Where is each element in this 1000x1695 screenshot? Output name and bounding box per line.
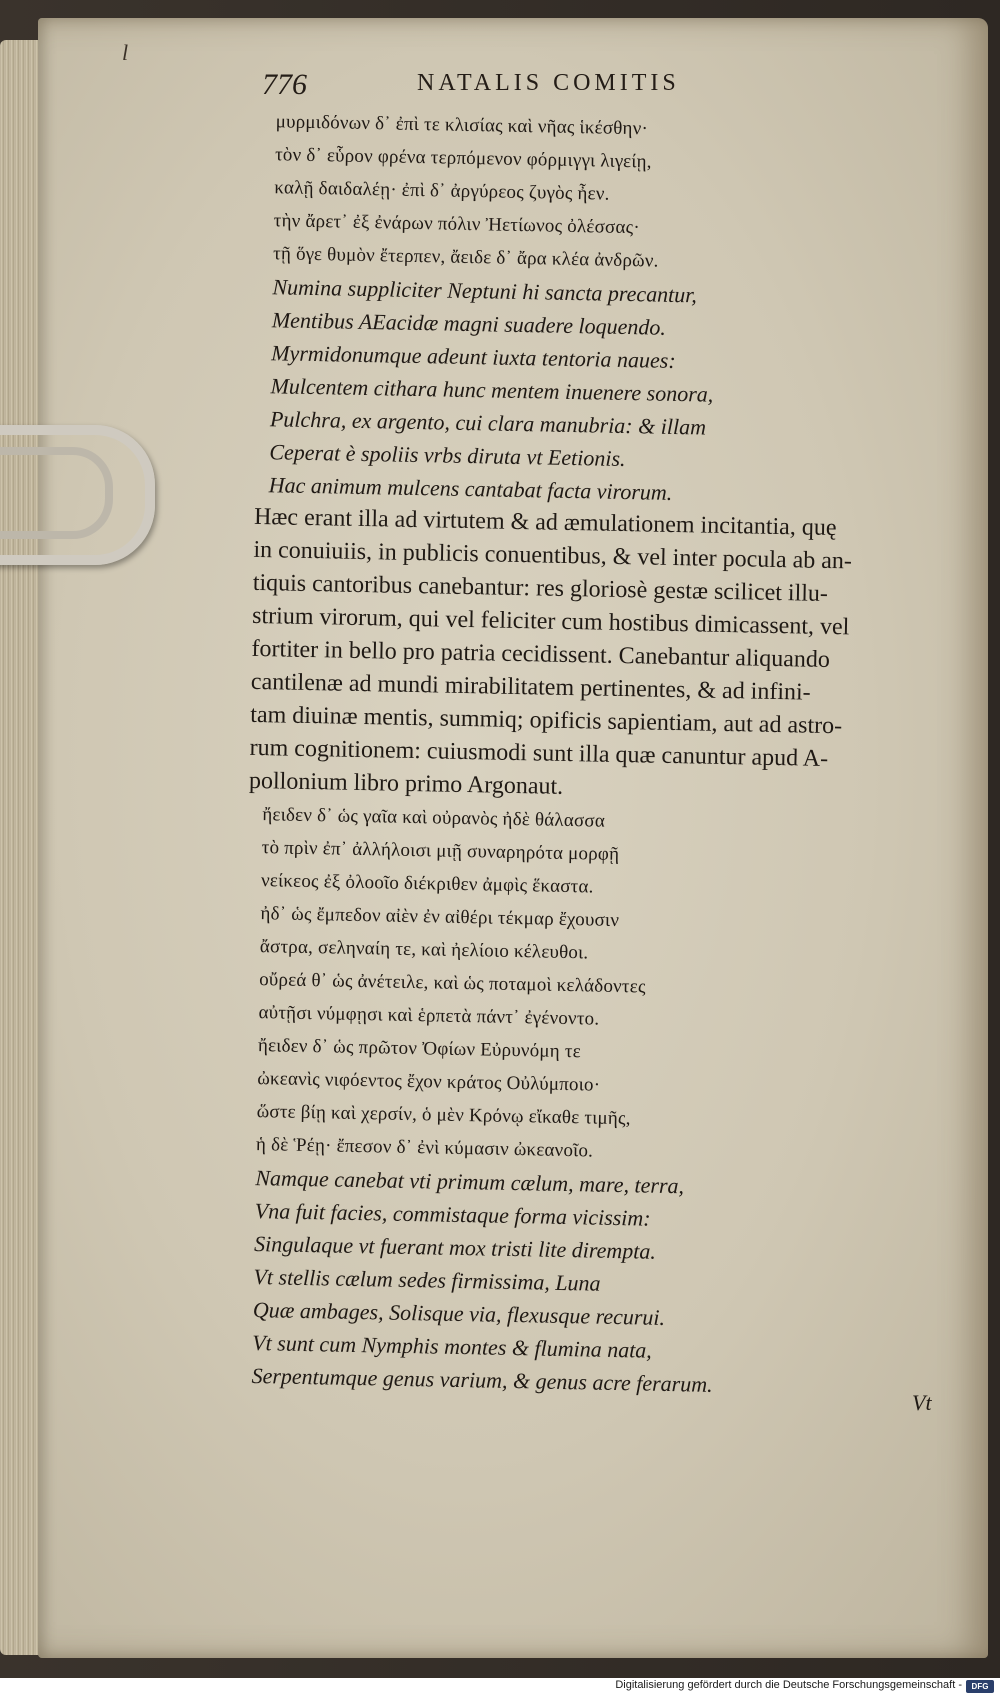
greek-verse-line: ὥστε βίῃ καὶ χερσίν, ὁ μὲν Κρόνῳ εἴκαθε τιμῆς, xyxy=(256,1101,631,1130)
footer-bar xyxy=(0,1678,1000,1695)
margin-mark: l xyxy=(122,40,129,65)
latin-verse-line: Serpentumque genus varium, & genus acre ferarum. xyxy=(251,1363,713,1397)
latin-verse-line: Quæ ambages, Solisque via, flexusque recurui. xyxy=(252,1297,666,1330)
prose-line: Hæc erant illa ad virtutem & ad æmulationem incitantia, quę xyxy=(253,503,837,542)
funding-credit: Digitalisierung gefördert durch die Deutsche Forschungsgemeinschaft - xyxy=(615,1679,962,1691)
latin-verse-line: Singulaque vt fuerant mox tristi lite dirempta. xyxy=(253,1231,657,1264)
page-number: 776 xyxy=(262,68,307,101)
latin-verse-line: Vna fuit facies, commistaque forma vicissim: xyxy=(254,1198,651,1231)
page-header xyxy=(262,68,782,108)
greek-verse-line: μυρμιδόνων δ᾽ ἐπὶ τε κλισίας καὶ νῆας ἱκέσθην· xyxy=(275,111,649,140)
prose-line: cantilenæ ad mundi mirabilitatem pertinentes, & ad infini- xyxy=(250,668,811,706)
latin-verse-line: Vt stellis cælum sedes firmissima, Luna xyxy=(253,1264,601,1296)
dfg-logo: DFG xyxy=(966,1680,994,1693)
greek-verse-line: νείκεος ἐξ ὀλοοῖο διέκριθεν ἀμφὶς ἕκαστα. xyxy=(260,870,594,898)
greek-verse-line: ἄστρα, σεληναίη τε, καὶ ἠελίοιο κέλευθοι. xyxy=(259,936,589,964)
prose-line: tiquis cantoribus canebantur: res gloriosè gestæ scilicet illu- xyxy=(252,569,829,607)
latin-verse-line: Numina suppliciter Neptuni hi sancta precantur, xyxy=(272,274,698,308)
prose-line: fortiter in bello pro patria cecidissent. Canebantur aliquando xyxy=(251,635,831,674)
latin-verse-line: Mulcentem cithara hunc mentem inuenere sonora, xyxy=(270,373,714,407)
greek-verse-line: τὴν ἄρετ᾽ ἐξ ἐνάρων πόλιν Ἠετίωνος ὀλέσσας· xyxy=(273,210,641,239)
catchword: Vt xyxy=(912,1390,932,1415)
latin-verse-line: Ceperat è spoliis vrbs diruta vt Eetionis. xyxy=(269,439,626,472)
latin-verse-line: Mentibus AEacidæ magni suadere loquendo. xyxy=(271,307,667,340)
greek-verse-line: καλῇ δαιδαλέῃ· ἐπὶ δ᾽ ἀργύρεος ζυγὸς ἦεν. xyxy=(274,177,610,205)
prose-line: in conuiuiis, in publicis conuentibus, & vel inter pocula ab an- xyxy=(253,536,853,575)
greek-verse-line: ἤειδεν δ᾽ ὡς πρῶτον Ὀφίων Εὐρυνόμη τε xyxy=(257,1035,582,1063)
page-text-body xyxy=(237,105,942,1405)
greek-verse-line: τῇ ὅγε θυμὸν ἔτερπεν, ἄειδε δ᾽ ἄρα κλέα ἀνδρῶν. xyxy=(272,243,659,272)
greek-verse-line: αὐτῇσι νύμφῃσι καὶ ἑρπετὰ πάντ᾽ ἐγένοντο. xyxy=(258,1002,600,1030)
running-title: NATALIS COMITIS xyxy=(417,70,680,96)
latin-verse-line: Vt sunt cum Nymphis montes & flumina nata, xyxy=(252,1330,653,1363)
latin-verse-line: Namque canebat vti primum cælum, mare, terra, xyxy=(255,1165,685,1199)
greek-verse-line: ἠδ᾽ ὡς ἔμπεδον αἰὲν ἐν αἰθέρι τέκμαρ ἔχουσιν xyxy=(260,903,620,932)
paper-clip-inner xyxy=(0,447,113,539)
greek-verse-line: οὔρεά θ᾽ ὡς ἀνέτειλε, καὶ ὡς ποταμοὶ κελάδοντες xyxy=(259,969,646,998)
greek-verse-line: ὠκεανὶς νιφόεντος ἔχον κράτος Οὐλύμποιο· xyxy=(257,1068,601,1096)
greek-verse-line: τὸ πρὶν ἐπ᾽ ἀλλήλοισι μιῇ συναρηρότα μορφῇ xyxy=(261,837,620,865)
latin-verse-line: Myrmidonumque adeunt iuxta tentoria naues: xyxy=(271,340,676,373)
latin-verse-line: Pulchra, ex argento, cui clara manubria: & illam xyxy=(269,406,707,440)
prose-line: rum cognitionem: cuiusmodi sunt illa quæ canuntur apud A- xyxy=(249,734,829,772)
greek-verse-line: τὸν δ᾽ εὗρον φρένα τερπόμενον φόρμιγγι λιγείῃ, xyxy=(274,144,652,173)
prose-line: strium virorum, qui vel feliciter cum hostibus dimicassent, vel xyxy=(251,602,850,641)
greek-verse-line: ἤειδεν δ᾽ ὡς γαῖα καὶ οὐρανὸς ἠδὲ θάλασσα xyxy=(262,804,606,832)
prose-line: pollonium libro primo Argonaut. xyxy=(248,767,564,800)
latin-verse-line: Hac animum mulcens cantabat facta virorum. xyxy=(268,472,673,505)
greek-verse-line: ἡ δὲ Ῥέῃ· ἔπεσον δ᾽ ἐνὶ κύμασιν ὠκεανοῖο. xyxy=(255,1134,594,1162)
prose-line: tam diuinæ mentis, summiq; opificis sapientiam, aut ad astro- xyxy=(250,701,843,740)
